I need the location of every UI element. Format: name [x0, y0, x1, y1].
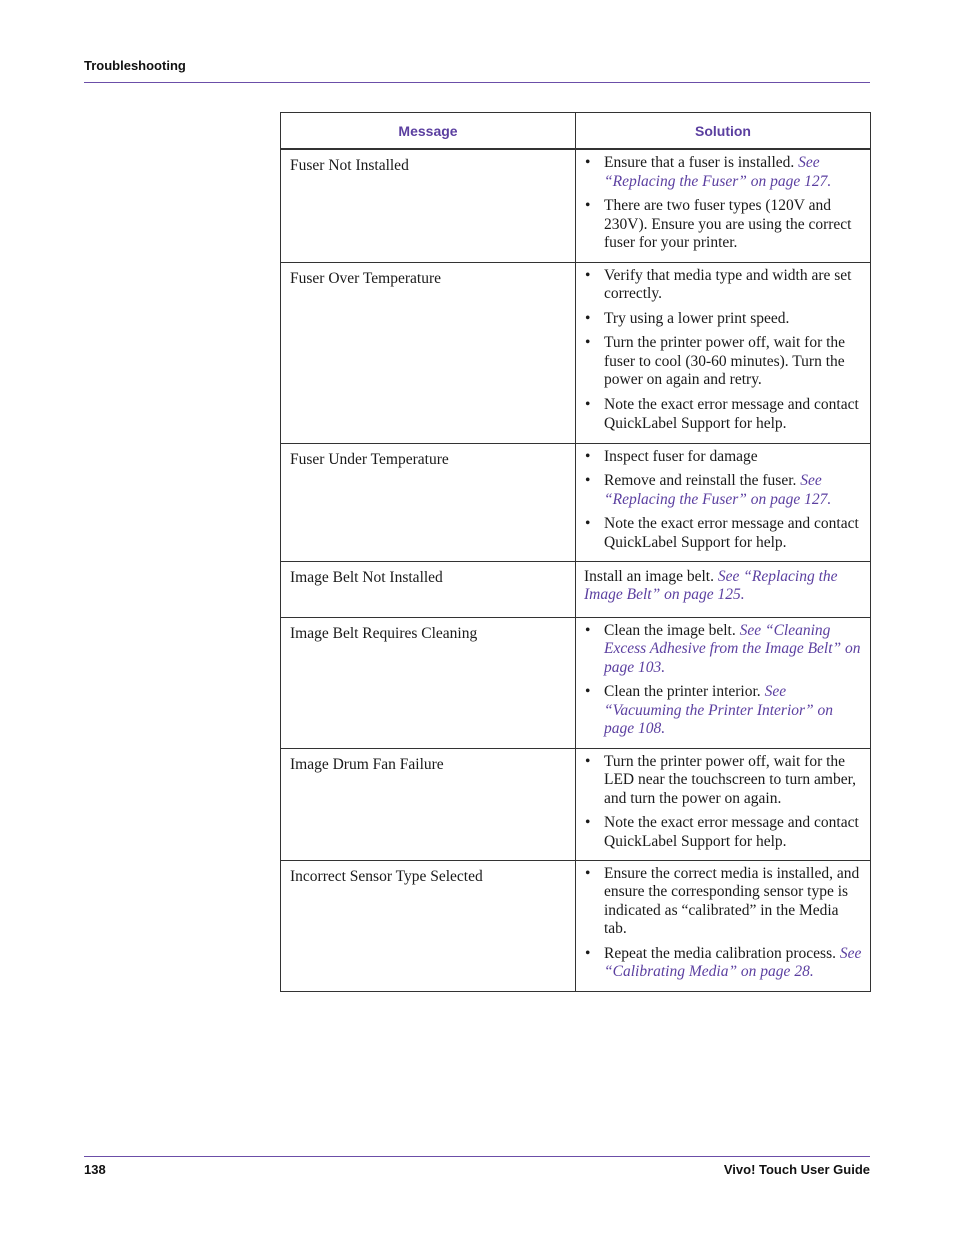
table-row — [281, 617, 871, 748]
footer-rule — [84, 1156, 870, 1157]
solution-item: • Note the exact error message and contact QuickLabel Support for help. — [585, 814, 859, 850]
header-rule — [84, 82, 870, 83]
solution-cell — [576, 860, 871, 991]
cross-reference-link[interactable]: See “Calibrating Media” on page 28. — [604, 944, 862, 981]
solution-item: • Clean the image belt. See “Cleaning Excess Adhesive from the Image Belt” on page 103. — [585, 621, 861, 676]
solution-item: • Remove and reinstall the fuser. See “Replacing the Fuser” on page 127. — [585, 472, 832, 508]
bullet-icon: • — [585, 683, 591, 701]
bullet-icon: • — [585, 266, 591, 284]
table-header-row — [281, 113, 871, 150]
message-cell: Image Belt Not Installed — [281, 561, 576, 617]
bullet-icon: • — [585, 197, 591, 215]
table-row — [281, 149, 871, 262]
message-cell: Fuser Not Installed — [281, 149, 576, 262]
solution-cell — [576, 617, 871, 748]
bullet-icon: • — [585, 814, 591, 832]
table-row — [281, 748, 871, 860]
solution-list — [584, 753, 864, 852]
bullet-icon: • — [585, 154, 591, 171]
bullet-icon: • — [585, 864, 591, 882]
solution-list — [584, 267, 864, 434]
solution-cell — [576, 748, 871, 860]
running-footer — [84, 1162, 870, 1177]
cross-reference-link[interactable]: See “Replacing the Fuser” on page 127. — [604, 154, 832, 190]
solution-item: • Turn the printer power off, wait for the fuser to cool (30-60 minutes). Turn the power on again and retry. — [585, 334, 846, 389]
solution-paragraph: Install an image belt. See “Replacing the Image Belt” on page 125. — [584, 567, 838, 604]
solution-cell — [576, 561, 871, 617]
message-cell: Image Drum Fan Failure — [281, 748, 576, 860]
solution-list — [584, 622, 864, 740]
message-cell: Incorrect Sensor Type Selected — [281, 860, 576, 991]
bullet-icon: • — [585, 944, 591, 962]
running-header: Troubleshooting — [84, 58, 186, 73]
message-cell: Image Belt Requires Cleaning — [281, 617, 576, 748]
bullet-icon: • — [585, 472, 591, 490]
cross-reference-link[interactable]: See “Replacing the Image Belt” on page 125. — [584, 567, 838, 604]
bullet-icon: • — [585, 447, 591, 465]
solution-item: • Verify that media type and width are set correctly. — [585, 266, 852, 303]
solution-item: • There are two fuser types (120V and 230V). Ensure you are using the correct fuser for your printer. — [585, 197, 852, 252]
solution-item: • Turn the printer power off, wait for the LED near the touchscreen to turn amber, and turn the power on again. — [585, 752, 857, 807]
solution-list — [584, 865, 864, 983]
message-cell: Fuser Under Temperature — [281, 443, 576, 561]
cross-reference-link[interactable]: See “Cleaning Excess Adhesive from the Image Belt” on page 103. — [604, 621, 861, 676]
solution-item: • Ensure that a fuser is installed. See “Replacing the Fuser” on page 127. — [585, 154, 832, 190]
table-row — [281, 443, 871, 561]
page-number: 138 — [84, 1162, 106, 1177]
bullet-icon: • — [585, 334, 591, 352]
solution-cell — [576, 443, 871, 561]
solution-cell — [576, 262, 871, 443]
cross-reference-link[interactable]: See “Vacuuming the Printer Interior” on page 108. — [604, 683, 834, 738]
solution-list — [584, 448, 864, 553]
solution-item: • Note the exact error message and contact QuickLabel Support for help. — [585, 515, 859, 551]
solution-list — [584, 154, 864, 253]
bullet-icon: • — [585, 621, 591, 639]
column-header-solution: Solution — [576, 113, 871, 150]
bullet-icon: • — [585, 752, 591, 770]
solution-cell — [576, 149, 871, 262]
cross-reference-link[interactable]: See “Replacing the Fuser” on page 127. — [604, 472, 832, 508]
message-cell: Fuser Over Temperature — [281, 262, 576, 443]
solution-item: • Clean the printer interior. See “Vacuuming the Printer Interior” on page 108. — [585, 683, 834, 738]
solution-item: • Repeat the media calibration process. See “Calibrating Media” on page 28. — [585, 944, 862, 981]
table-row — [281, 561, 871, 617]
bullet-icon: • — [585, 515, 591, 533]
solution-item: • Try using a lower print speed. — [585, 309, 790, 327]
troubleshooting-table — [280, 112, 871, 992]
solution-item: • Inspect fuser for damage — [585, 447, 758, 465]
bullet-icon: • — [585, 309, 591, 327]
table-row — [281, 860, 871, 991]
bullet-icon: • — [585, 396, 591, 414]
solution-item: • Note the exact error message and contact QuickLabel Support for help. — [585, 396, 859, 432]
book-title: Vivo! Touch User Guide — [723, 1162, 870, 1177]
column-header-message: Message — [281, 113, 576, 150]
table-row — [281, 262, 871, 443]
solution-item: • Ensure the correct media is installed, and ensure the corresponding sensor type is indicated as “calibrated” in the Media tab. — [585, 864, 860, 938]
